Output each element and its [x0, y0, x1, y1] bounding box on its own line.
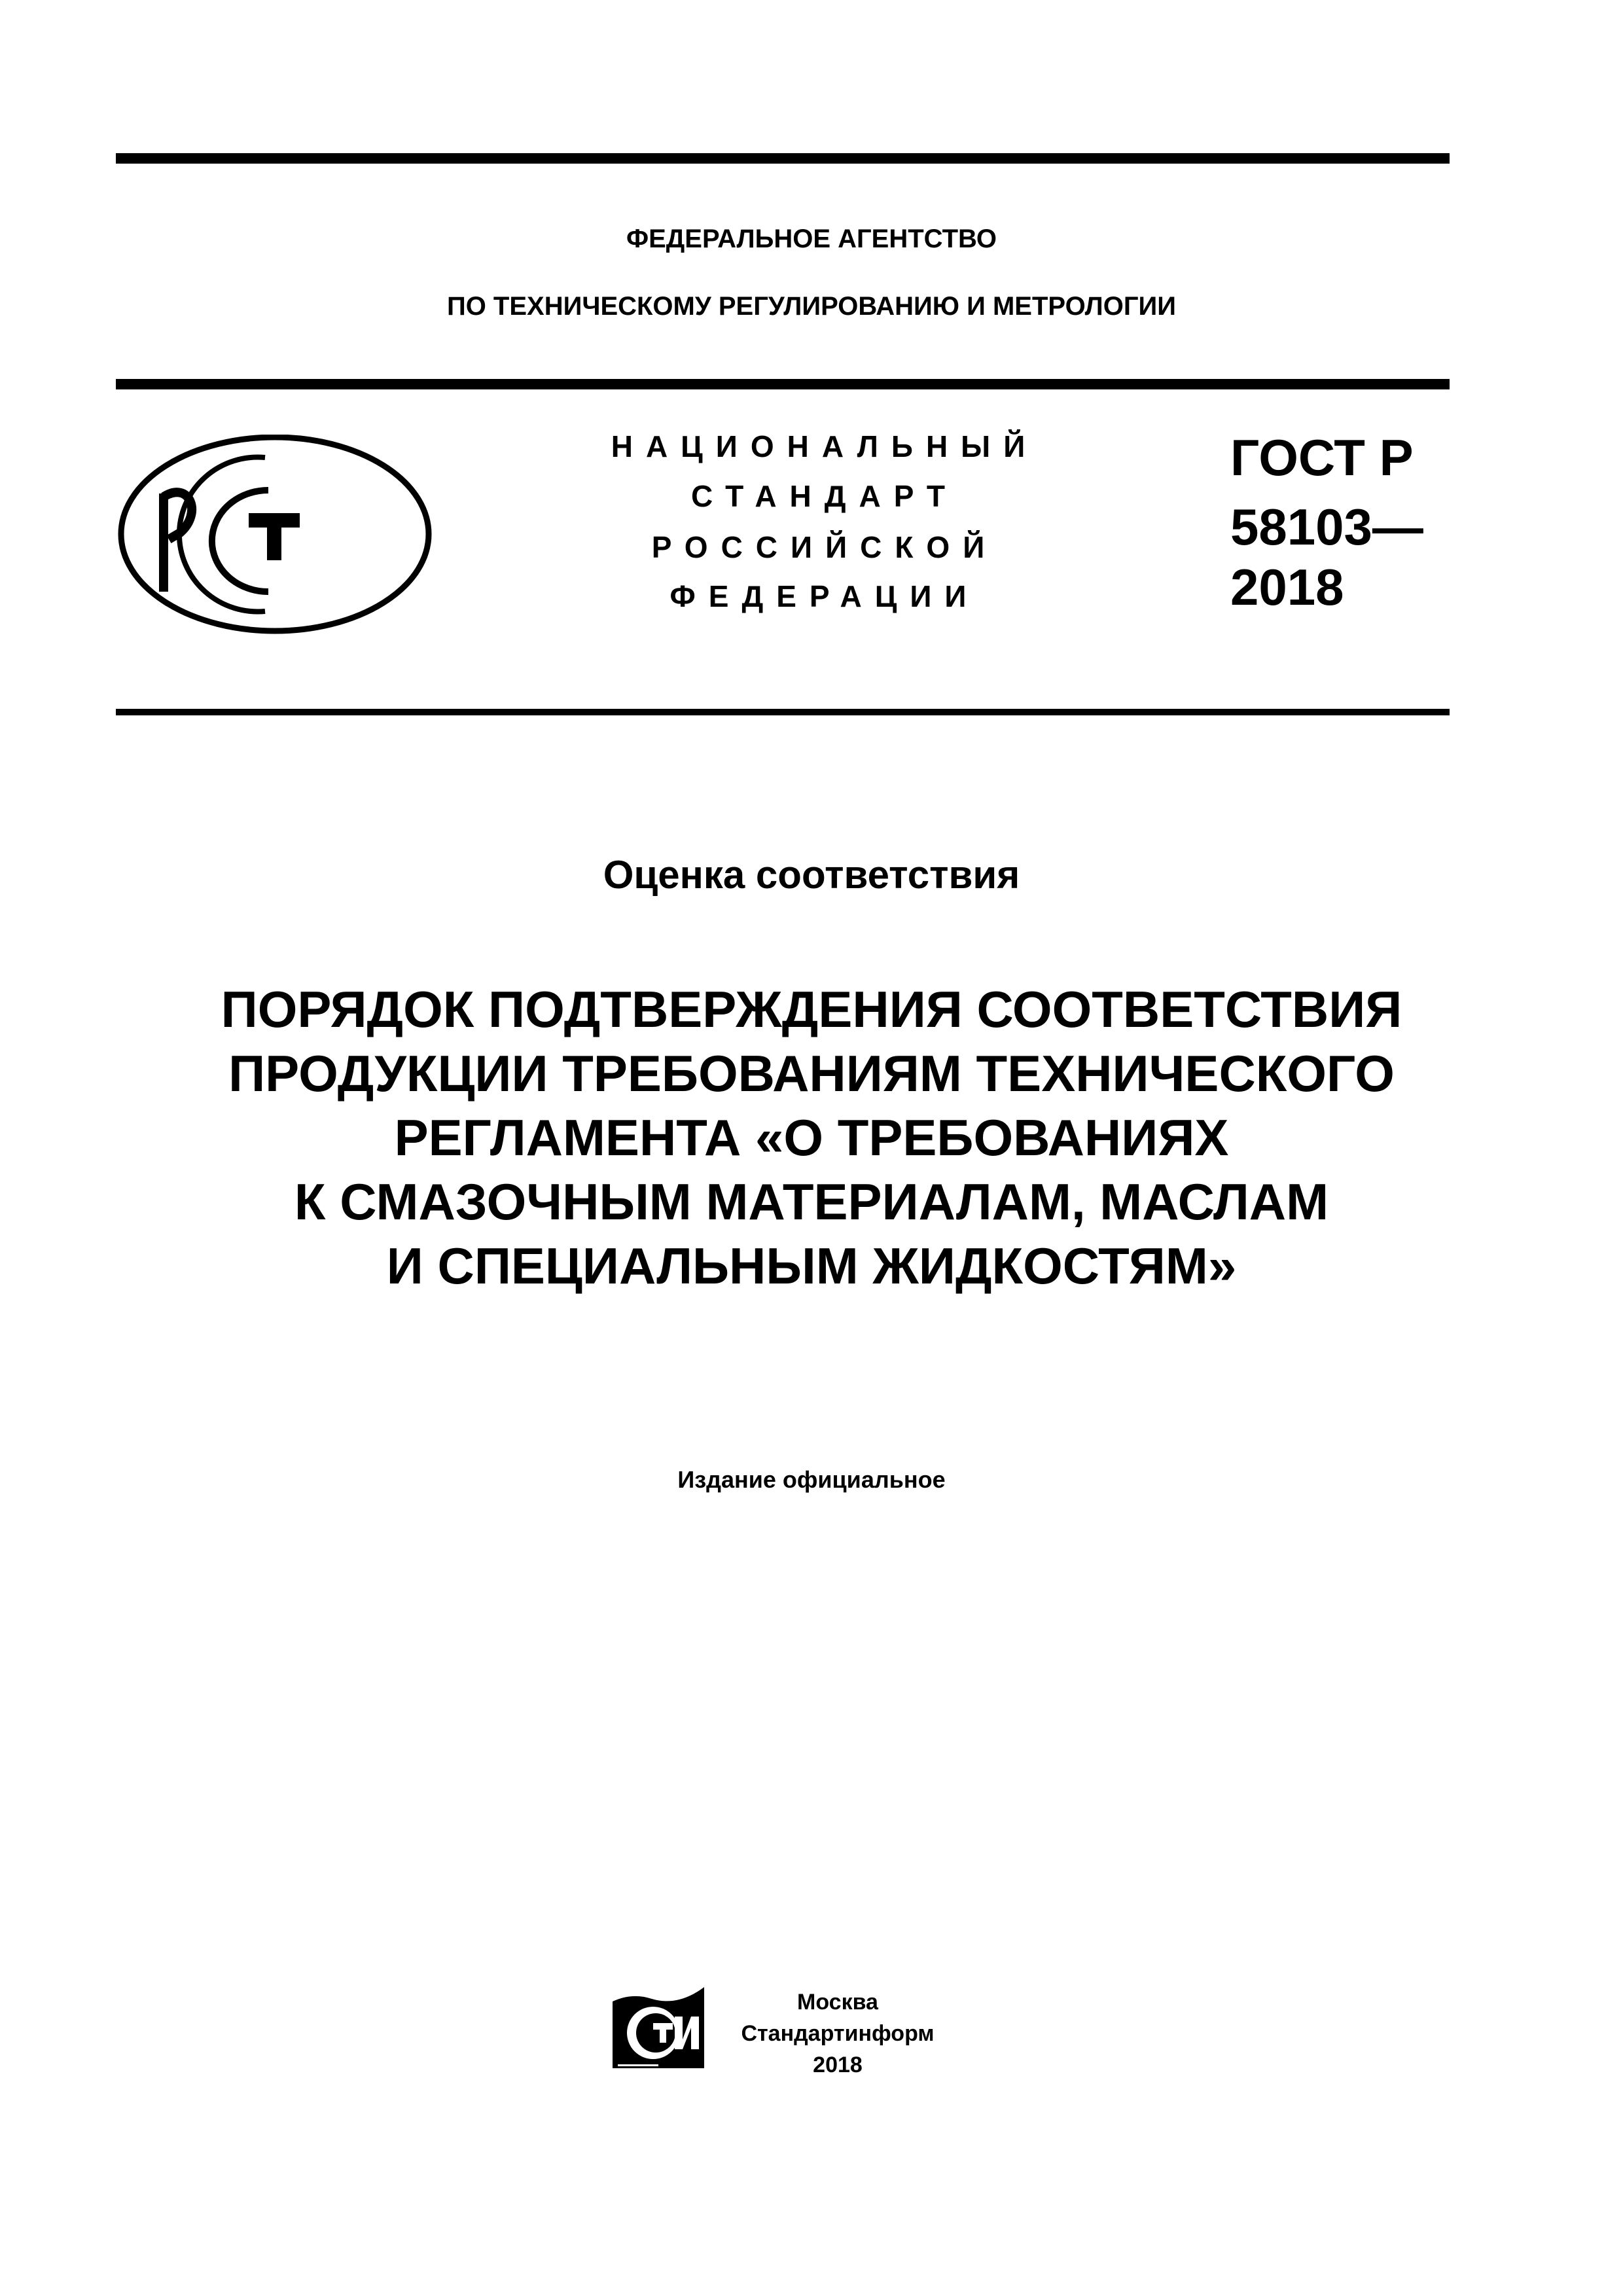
publisher-info [740, 1986, 936, 2081]
document-title [0, 977, 1623, 1298]
header-rule [116, 379, 1450, 389]
top-rule [116, 153, 1450, 164]
designation-line-2: 58103— [1230, 498, 1423, 556]
title-line: И СПЕЦИАЛЬНЫМ ЖИДКОСТЯМ» [386, 1237, 1237, 1295]
publisher-name: Стандартинформ [741, 2021, 935, 2046]
edition-label: Издание официальное [677, 1466, 946, 1493]
designation-line-3: 2018 [1230, 558, 1344, 616]
national-standard-line-2: СТАНДАРТ [691, 479, 958, 513]
title-line: ПРОДУКЦИИ ТРЕБОВАНИЯМ ТЕХНИЧЕСКОГО [228, 1045, 1395, 1102]
title-line: РЕГЛАМЕНТА «О ТРЕБОВАНИЯХ [394, 1109, 1229, 1166]
designation-line-1: ГОСТ Р [1230, 429, 1414, 486]
publisher-city: Москва [797, 1990, 878, 2015]
title-line: К СМАЗОЧНЫМ МАТЕРИАЛАМ, МАСЛАМ [294, 1173, 1329, 1230]
rst-logo [118, 435, 432, 634]
subtitle: Оценка соответствия [603, 853, 1020, 897]
publisher-year: 2018 [813, 2053, 863, 2077]
agency-line-2: ПО ТЕХНИЧЕСКОМУ РЕГУЛИРОВАНИЮ И МЕТРОЛОГИИ [446, 292, 1177, 321]
national-standard-line-3: РОССИЙСКОЙ [651, 530, 998, 564]
title-line: ПОРЯДОК ПОДТВЕРЖДЕНИЯ СООТВЕТСТВИЯ [221, 980, 1402, 1038]
agency-line-1: ФЕДЕРАЛЬНОЕ АГЕНТСТВО [626, 224, 997, 253]
national-standard-line-1: НАЦИОНАЛЬНЫЙ [611, 429, 1039, 463]
national-standard-line-4: ФЕДЕРАЦИИ [669, 579, 980, 613]
standartinform-logo [613, 1987, 705, 2073]
bottom-header-rule [116, 709, 1450, 715]
